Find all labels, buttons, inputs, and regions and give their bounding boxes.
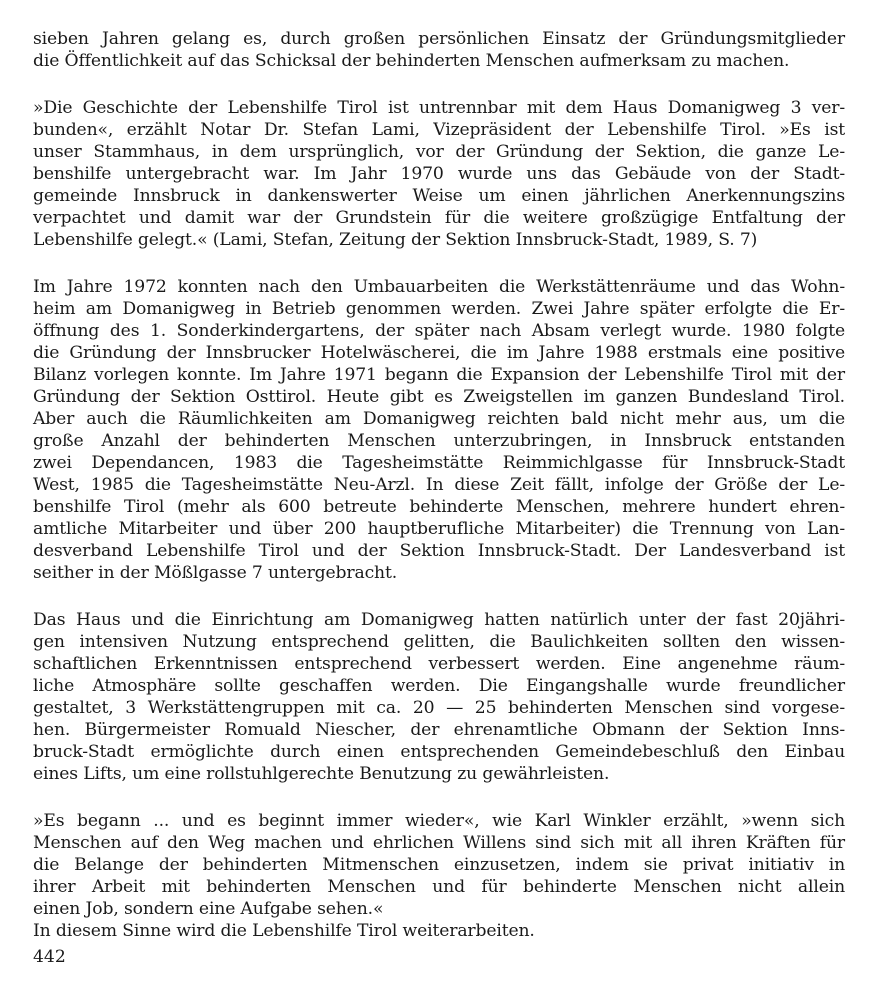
- text-line: gen intensiven Nutzung entsprechend gelitten, die Baulichkeiten sollten den wissen-: [33, 632, 845, 652]
- text-line: die Öffentlichkeit auf das Schicksal der behinderten Menschen aufmerksam zu machen.: [33, 51, 790, 71]
- paragraph-3: [33, 276, 845, 584]
- text-line: Menschen auf den Weg machen und ehrlichen Willens sind sich mit all ihren Kräften für: [33, 833, 845, 853]
- text-line: Bilanz vorlegen konnte. Im Jahre 1971 begann die Expansion der Lebenshilfe Tirol mit der: [33, 365, 845, 385]
- text-line: benshilfe untergebracht war. Im Jahr 1970 wurde uns das Gebäude von der Stadt-: [33, 164, 845, 184]
- paragraph-1: [33, 28, 845, 72]
- text-line: desverband Lebenshilfe Tirol und der Sektion Innsbruck-Stadt. Der Landesverband ist: [33, 541, 845, 561]
- text-line: hen. Bürgermeister Romuald Niescher, der ehrenamtliche Obmann der Sektion Inns-: [33, 720, 845, 740]
- text-line: gemeinde Innsbruck in dankenswerter Weise um einen jährlichen Anerkennungszins: [33, 186, 845, 206]
- text-line: In diesem Sinne wird die Lebenshilfe Tirol weiterarbeiten.: [33, 921, 535, 941]
- text-line: »Die Geschichte der Lebenshilfe Tirol ist untrennbar mit dem Haus Domanigweg 3 ver-: [33, 98, 845, 118]
- text-line: verpachtet und damit war der Grundstein für die weitere großzügige Entfaltung der: [33, 208, 845, 228]
- text-line: eines Lifts, um eine rollstuhlgerechte Benutzung zu gewährleisten.: [33, 764, 610, 784]
- text-line: liche Atmosphäre sollte geschaffen werden. Die Eingangshalle wurde freundlicher: [33, 676, 845, 696]
- text-line: bruck-Stadt ermöglichte durch einen entsprechenden Gemeindebeschluß den Einbau: [33, 742, 845, 762]
- text-line: unser Stammhaus, in dem ursprünglich, vor der Gründung der Sektion, die ganze Le-: [33, 142, 845, 162]
- text-line: öffnung des 1. Sonderkindergartens, der später nach Absam verlegt wurde. 1980 folgte: [33, 321, 845, 341]
- document-page: [33, 28, 845, 967]
- text-line: West, 1985 die Tagesheimstätte Neu-Arzl. In diese Zeit fällt, infolge der Größe der Le-: [33, 475, 845, 495]
- text-line: amtliche Mitarbeiter und über 200 hauptberufliche Mitarbeiter) die Trennung von Lan-: [33, 519, 845, 539]
- text-line: bunden«, erzählt Notar Dr. Stefan Lami, Vizepräsident der Lebenshilfe Tirol. »Es ist: [33, 120, 845, 140]
- text-line: benshilfe Tirol (mehr als 600 betreute behinderte Menschen, mehrere hundert ehren-: [33, 497, 845, 517]
- text-line: Gründung der Sektion Osttirol. Heute gibt es Zweigstellen im ganzen Bundesland Tirol.: [33, 387, 845, 407]
- text-line: ihrer Arbeit mit behinderten Menschen und für behinderte Menschen nicht allein: [33, 877, 845, 897]
- text-line: sieben Jahren gelang es, durch großen persönlichen Einsatz der Gründungsmitglieder: [33, 29, 845, 49]
- text-line: Lebenshilfe gelegt.« (Lami, Stefan, Zeitung der Sektion Innsbruck-Stadt, 1989, S. 7): [33, 230, 758, 250]
- text-line: Im Jahre 1972 konnten nach den Umbauarbeiten die Werkstättenräume und das Wohn-: [33, 277, 845, 297]
- paragraph-2: [33, 97, 845, 251]
- text-line: einen Job, sondern eine Aufgabe sehen.«: [33, 899, 384, 919]
- page-number: 442: [33, 947, 66, 967]
- text-line: die Belange der behinderten Mitmenschen einzusetzen, indem sie privat initiativ in: [33, 855, 845, 875]
- text-line: heim am Domanigweg in Betrieb genommen werden. Zwei Jahre später erfolgte die Er-: [33, 299, 845, 319]
- text-line: gestaltet, 3 Werkstättengruppen mit ca. 20 — 25 behinderten Menschen sind vorgese-: [33, 698, 845, 718]
- text-line: die Gründung der Innsbrucker Hotelwäscherei, die im Jahre 1988 erstmals eine positive: [33, 343, 845, 363]
- text-line: große Anzahl der behinderten Menschen unterzubringen, in Innsbruck entstanden: [33, 431, 845, 451]
- text-line: Das Haus und die Einrichtung am Domanigweg hatten natürlich unter der fast 20jähri-: [33, 610, 845, 630]
- paragraph-4: [33, 609, 845, 785]
- text-line: seither in der Mößlgasse 7 untergebracht.: [33, 563, 398, 583]
- text-line: schaftlichen Erkenntnissen entsprechend verbessert werden. Eine angenehme räum-: [33, 654, 845, 674]
- text-line: zwei Dependancen, 1983 die Tagesheimstätte Reimmichlgasse für Innsbruck-Stadt: [33, 453, 845, 473]
- text-line: Aber auch die Räumlichkeiten am Domanigweg reichten bald nicht mehr aus, um die: [33, 409, 845, 429]
- paragraph-5: [33, 810, 845, 942]
- text-line: »Es begann ... und es beginnt immer wieder«, wie Karl Winkler erzählt, »wenn sich: [33, 811, 845, 831]
